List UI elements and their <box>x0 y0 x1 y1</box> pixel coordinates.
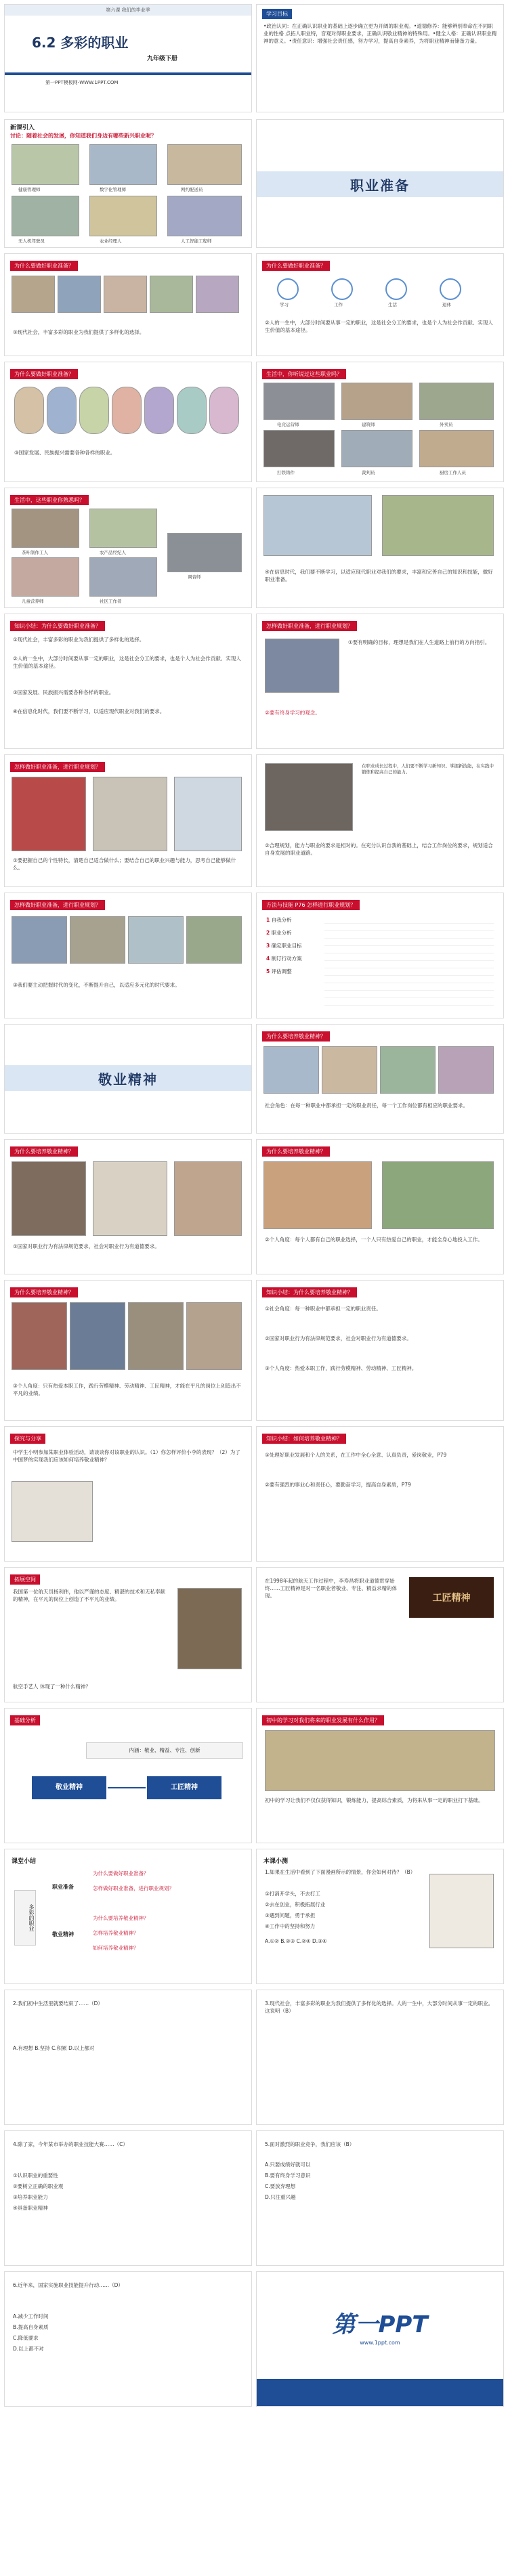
section-title: 职业准备 <box>350 177 410 194</box>
caption: 外卖员 <box>440 422 453 427</box>
summary-item: 为什么要培养敬业精神？ <box>93 1915 149 1921</box>
summary-item: 怎样做好职业准备，进行职业规划？ <box>93 1885 174 1891</box>
branch-node: 职业准备 <box>52 1884 74 1890</box>
caption: 人工智能工程师 <box>181 238 212 244</box>
photo <box>58 276 101 313</box>
photo <box>382 495 494 556</box>
caption: 打铁铸件 <box>277 470 295 475</box>
slide-24 <box>256 1426 504 1562</box>
photo <box>12 509 79 548</box>
photo <box>263 1161 372 1229</box>
connotation-box: 内涵：敬业、精益、专注、创新 <box>86 1742 243 1759</box>
photo <box>150 276 193 313</box>
summary-item: 如何培养敬业精神？ <box>93 1945 139 1951</box>
question-text: 3.现代社会，丰富多彩的职业为我们提供了多样化的选择。人的一生中，大部分时间从事一定的职业。这说明（B） <box>265 2000 494 2014</box>
photo <box>174 777 242 851</box>
question-tag: 为什么要培养敬业精神？ <box>10 1287 78 1297</box>
answer-choices: A.①② B.②③ C.②④ D.③④ <box>265 1938 327 1944</box>
slide-12 <box>256 614 504 749</box>
photo <box>104 276 147 313</box>
photo <box>265 639 339 693</box>
grade-label: 九年级下册 <box>147 56 178 62</box>
step-label: 确定职业目标 <box>271 943 302 949</box>
slide-32 <box>256 1990 504 2125</box>
top-caption: 第六课 我们的毕业季 <box>5 5 251 16</box>
slide-18 <box>256 1024 504 1134</box>
summary-item: ①处理好职业发展和个人的关系，在工作中全心全意、认真负责，爱岗敬业，P79 <box>265 1452 447 1458</box>
question-tag: 为什么要做好职业准备？ <box>262 261 330 271</box>
node-craftsman: 工匠精神 <box>147 1776 221 1799</box>
step-label: 评估调整 <box>271 968 292 974</box>
goals-heading: 学习目标 <box>262 9 292 19</box>
summary-tag: 知识小结：如何培养敬业精神？ <box>262 1434 346 1444</box>
slide-text: 中学生小明参加某职业体验活动，请谈谈你对该职业的认识。（1）你怎样评价小李的表现？（2）为了中国梦的实现我们应该如何培养敬业精神？ <box>13 1449 240 1463</box>
summary-item: ②人的一生中，大部分时间要从事一定的职业，这是社会分工的要求，也是个人为社会作贡献、实现人生价值的基本途径。 <box>13 656 241 669</box>
section-title: 敬业精神 <box>98 1071 158 1088</box>
photo <box>177 1588 242 1669</box>
photo <box>263 430 335 467</box>
slide-16: 方法与技能 P76 怎样进行职业规划？ 1 自我分析 2 职业分析 3 确定职业目标 4 制订行动方案 5 评估调整 <box>256 893 504 1018</box>
book-icon <box>277 278 299 300</box>
option: D.只注重兴趣 <box>265 2194 296 2200</box>
explore-tag: 探究与分享 <box>10 1434 45 1444</box>
photo <box>167 196 242 236</box>
photo <box>265 763 353 831</box>
slide-13 <box>4 754 252 887</box>
photo <box>12 777 86 851</box>
question-tag: 怎样做好职业准备，进行职业规划？ <box>10 762 105 772</box>
lesson-title: 多彩的职业 <box>60 35 129 51</box>
slide-14: 在职业成长过程中，人们要不断学习新知识、掌握新技能，在实践中锻炼和提高自己的能力。 ②合理规划，能力与职业的要求是相对的。在充分认识自我的基础上，结合工作岗位的要求，规划适合自身发展的职业道路。 <box>256 754 504 887</box>
photo <box>12 557 79 597</box>
slide-text: ③个人角度：只有热爱本职工作，践行劳模精神、劳动精神、工匠精神，才能在平凡的岗位上创造出不平凡的业绩。 <box>13 1383 241 1396</box>
slide-section-prep <box>256 119 504 248</box>
photo <box>70 1302 125 1370</box>
photo <box>419 430 494 467</box>
worker-illustration <box>14 387 44 434</box>
photo <box>196 276 239 313</box>
summary-tag: 知识小结：为什么要培养敬业精神？ <box>262 1287 357 1297</box>
photo <box>12 276 55 313</box>
caption: 调音师 <box>188 574 201 580</box>
question-text: 航空手艺人 体现了一种什么精神？ <box>13 1683 91 1690</box>
slide-11 <box>4 614 252 749</box>
elder-icon <box>440 278 461 300</box>
craftsman-banner: 工匠精神 <box>409 1577 494 1618</box>
photo <box>89 144 157 185</box>
slide-goals <box>256 4 504 112</box>
node-dedication: 敬业精神 <box>32 1776 106 1799</box>
slide-31 <box>4 1990 252 2125</box>
photo <box>128 916 184 964</box>
option: A.减少工作时间 <box>13 2313 49 2319</box>
summary-item: 怎样培养敬业精神？ <box>93 1930 139 1936</box>
brand-logo: 第一PPT <box>332 2311 428 2338</box>
option: C.降低要求 <box>13 2335 39 2341</box>
photo <box>263 1046 319 1094</box>
stage-label: 工作 <box>334 302 343 307</box>
photo <box>438 1046 494 1094</box>
summary-item: ②国家对职业行为有法律规范要求，社会对职业行为有道德要求。 <box>265 1335 412 1341</box>
photo <box>93 777 167 851</box>
photo <box>12 1302 67 1370</box>
photo <box>12 916 67 964</box>
slide-26 <box>256 1567 504 1702</box>
photo <box>12 1161 86 1236</box>
slide-29 <box>4 1849 252 1984</box>
photo <box>263 495 372 556</box>
option: A.有理想 B.坚持 C.积累 D.以上都对 <box>13 2045 95 2051</box>
question-tag: 生活中，你听说过这些职业吗？ <box>262 369 346 379</box>
question-tag: 初中的学习对我们将来的职业发展有什么作用？ <box>262 1715 384 1725</box>
question-tag: 为什么要培养敬业精神？ <box>10 1146 78 1157</box>
slide-text: ④在信息时代，我们要不断学习，以适应现代职业对我们的要求，丰富和完善自己的知识和技能，做好职业准备。 <box>265 569 493 582</box>
lesson-number: 6.2 <box>32 35 56 51</box>
photo <box>93 1161 167 1236</box>
slide-25 <box>4 1567 252 1702</box>
slide-5 <box>4 253 252 356</box>
option: D.以上都不对 <box>13 2346 44 2352</box>
question-text: 5.面对激烈的职业竞争，我们应该（B） <box>265 2141 355 2147</box>
branch-node: 敬业精神 <box>52 1931 74 1937</box>
photo <box>128 1302 184 1370</box>
stage-label: 学习 <box>280 302 289 307</box>
stage-label: 退休 <box>442 302 451 307</box>
photo <box>167 144 242 185</box>
slide-text: 社会角色：在每一种职业中都承担一定的职业责任，每一个工作岗位都有相应的职业要求。 <box>265 1102 468 1109</box>
analysis-tag: 基础分析 <box>10 1715 40 1725</box>
slide-8 <box>256 362 504 482</box>
caption: 社区工作者 <box>100 599 122 604</box>
photo <box>380 1046 436 1094</box>
caption: 建筑师 <box>362 422 375 427</box>
option: ④具备职业精神 <box>13 2205 48 2211</box>
worker-illustration <box>47 387 77 434</box>
photo <box>167 533 242 572</box>
caption: 厨房工作人员 <box>440 470 466 475</box>
photo <box>341 383 412 420</box>
intro-heading: 新课引入 <box>10 125 35 131</box>
option: ②要树立正确的职业观 <box>13 2183 64 2189</box>
worker-illustration <box>209 387 239 434</box>
question-tag: 为什么要做好职业准备？ <box>10 369 78 379</box>
slide-27 <box>4 1708 252 1843</box>
slide-text: 在1998年起的航天工作过程中，李寿昌将职业道德贯穿始终……工匠精神是对一名职业者敬业、专注、精益求精的体现。 <box>265 1578 397 1599</box>
slide-15 <box>4 893 252 1018</box>
slide-21 <box>4 1280 252 1421</box>
goals-body: •政治认同：在正确认识职业的基础上逐步确立更为开阔的职业观。•道德修养：能够辨别奉命在不同职业的性格 点拓人职业特，音观对得职业要求，正确认识敬业精神的特殊用。•健全人格：正确认识职业精神的意义。•责任意识：增强社会责任感，努力学习，提高自身素养，为将职业精神而储备力量。 <box>263 23 497 44</box>
question-tag: 为什么要培养敬业精神？ <box>262 1031 330 1042</box>
slide-10 <box>256 488 504 608</box>
step-label: 制订行动方案 <box>271 956 302 962</box>
house-icon <box>385 278 407 300</box>
summary-item: ③个人角度：热爱本职工作，践行劳模精神、劳动精神、工匠精神。 <box>265 1365 417 1371</box>
summary-tag: 知识小结：为什么要做好职业准备？ <box>10 621 105 631</box>
caption: 农业经理人 <box>100 238 122 244</box>
question-tag: 怎样做好职业准备，进行职业规划？ <box>262 621 357 631</box>
worker-illustration <box>112 387 142 434</box>
question-text: 1.如果在生活中看到了下面漫画所示的情景，你会如何对待？（B） <box>265 1869 416 1875</box>
caption: 健康管理师 <box>18 187 41 192</box>
summary-title: 课堂小结 <box>12 1858 37 1865</box>
slide-28 <box>256 1708 504 1843</box>
option: C.要放弃理想 <box>265 2183 296 2189</box>
slide-text: ①现代社会，丰富多彩的职业为我们提供了多样化的选择。 <box>13 329 145 335</box>
slide-intro <box>4 119 252 248</box>
slide-text: ③国家发展、民族振兴需要各种各样的职业。 <box>14 450 116 456</box>
slide-23 <box>4 1426 252 1562</box>
option: ④工作中的坚持和努力 <box>265 1923 316 1929</box>
slide-section-dedication <box>4 1024 252 1134</box>
option: ②去在创业，积极拓展行业 <box>265 1902 326 1908</box>
cartoon-illustration <box>429 1874 494 1948</box>
slide-text: ②合理规划，能力与职业的要求是相对的。在充分认识自我的基础上，结合工作岗位的要求，规划适合自身发展的职业道路。 <box>265 842 493 856</box>
summary-item: ①现代社会，丰富多彩的职业为我们提供了多样化的选择。 <box>13 637 145 643</box>
summary-item: ④在信息化时代，我们要不断学习，以适应现代职业对我们的要求。 <box>13 708 165 714</box>
question-text: 4.除了家，今年某市举办的职业技能大赛……（C） <box>13 2141 128 2147</box>
caption: 数字化管理师 <box>100 187 126 192</box>
photo <box>89 557 157 597</box>
photo <box>70 916 125 964</box>
caption: 农产品经纪人 <box>100 550 126 555</box>
intro-question: 讨论：随着社会的发展，你知道我们身边有哪些新兴职业呢？ <box>10 133 156 139</box>
photo <box>186 916 242 964</box>
photo <box>12 144 79 185</box>
photo <box>265 1730 495 1791</box>
summary-item: ②要有强烈的事业心和责任心，要勤奋学习，提高自身素质，P79 <box>265 1482 411 1488</box>
option: ①打消开学头，不去打工 <box>265 1891 320 1897</box>
slide-20 <box>256 1139 504 1274</box>
slide-22 <box>256 1280 504 1421</box>
caption: 无人机驾驶员 <box>18 238 45 244</box>
method-tag: 方法与技能 P76 怎样进行职业规划？ <box>262 900 360 910</box>
slide-text: ③我们要主动把握时代的变化，不断提升自己，以适应多元化的时代要求。 <box>13 982 180 988</box>
footer-text: 第一PPT模板网-WWW.1PPT.COM <box>45 80 119 85</box>
option: ③遇到问题，勇于承担 <box>265 1912 316 1918</box>
slide-text: ②要有终身学习的观念。 <box>265 710 320 716</box>
summary-item: ①社会角度：每一种职业中都承担一定的职业责任。 <box>265 1306 381 1312</box>
slide-19 <box>4 1139 252 1274</box>
option: B.提高自身素质 <box>13 2324 49 2330</box>
photo <box>382 1161 494 1229</box>
photo <box>186 1302 242 1370</box>
caption: 裁判员 <box>362 470 375 475</box>
worker-illustration <box>79 387 109 434</box>
caption: 儿童营养师 <box>22 599 44 604</box>
photo <box>322 1046 377 1094</box>
photo <box>341 430 412 467</box>
cartoon-illustration <box>12 1481 93 1542</box>
question-tag: 怎样做好职业准备，进行职业规划？ <box>10 900 105 910</box>
slide-7 <box>4 362 252 482</box>
slide-35 <box>4 2271 252 2407</box>
question-tag: 生活中，这些职业你熟悉吗？ <box>10 495 89 505</box>
option: B.要有终身学习意识 <box>265 2172 311 2178</box>
photo <box>263 383 335 420</box>
summary-item: ③国家发展、民族振兴需要各种各样的职业。 <box>13 689 114 695</box>
worker-illustration <box>177 387 207 434</box>
caption: 网约配送员 <box>181 187 203 192</box>
question-text: 6.近年来，国家实施职业技能提升行动……（D） <box>13 2282 123 2288</box>
stage-label: 生活 <box>388 302 397 307</box>
slide-text: 初中的学习让我们不仅仅获得知识，锻炼能力，提高综合素质，为将来从事一定的职业打下基础。 <box>265 1797 484 1803</box>
briefcase-icon <box>331 278 353 300</box>
step-label: 自我分析 <box>271 917 292 923</box>
slide-text: 我国第一位航天员杨利伟，他以严谨的态度、精湛的技术和无私奉献的精神，在平凡的岗位上创造了不平凡的业绩。 <box>13 1589 165 1602</box>
question-text: 2.我们初中生活里就要结束了……（D） <box>13 2000 103 2006</box>
root-node: 多彩的职业 <box>14 1890 36 1946</box>
caption: 电竞运营师 <box>277 422 299 427</box>
slide-30 <box>256 1849 504 1984</box>
slide-36 <box>256 2271 504 2407</box>
slide-6 <box>256 253 504 356</box>
slide-9 <box>4 488 252 608</box>
worker-illustration <box>144 387 174 434</box>
slide-34 <box>256 2130 504 2266</box>
bottom-banner <box>257 2379 503 2406</box>
option: ③培养职业能力 <box>13 2194 48 2200</box>
slide-text: ②个人角度：每个人都有自己的职业选择，一个人只有热爱自己的职业，才能全身心地投入工作。 <box>265 1237 483 1243</box>
photo <box>12 196 79 236</box>
photo <box>174 1161 242 1236</box>
slide-text: ②人的一生中，大部分时间要从事一定的职业，这是社会分工的要求，也是个人为社会作贡献、实现人生价值的基本途径。 <box>265 320 493 333</box>
slide-title <box>4 4 252 112</box>
photo <box>89 196 157 236</box>
question-tag: 为什么要培养敬业精神？ <box>262 1146 330 1157</box>
option: A.只要成绩好就可以 <box>265 2162 311 2168</box>
photo <box>419 383 494 420</box>
brand-url: www.1ppt.com <box>360 2340 400 2346</box>
question-tag: 为什么要做好职业准备？ <box>10 261 78 271</box>
step-label: 职业分析 <box>271 930 292 936</box>
extend-tag: 拓展空间 <box>10 1574 40 1585</box>
slide-text: ①要有明确的目标，理想是我们在人生道路上前行的方向指引。 <box>348 639 490 645</box>
slide-text: ①国家对职业行为有法律规范要求，社会对职业行为有道德要求。 <box>13 1243 160 1249</box>
quiz-title: 本课小测 <box>263 1858 289 1865</box>
slide-33 <box>4 2130 252 2266</box>
photo <box>89 509 157 548</box>
summary-item: 为什么要做好职业准备？ <box>93 1870 149 1876</box>
option: ①认识职业的重要性 <box>13 2172 58 2178</box>
caption: 茶叶制作工人 <box>22 550 48 555</box>
slide-text: ①要把握自己的个性特长，清楚自己适合做什么；要结合自己的职业兴趣与能力，思考自己能够做什么。 <box>13 857 236 871</box>
